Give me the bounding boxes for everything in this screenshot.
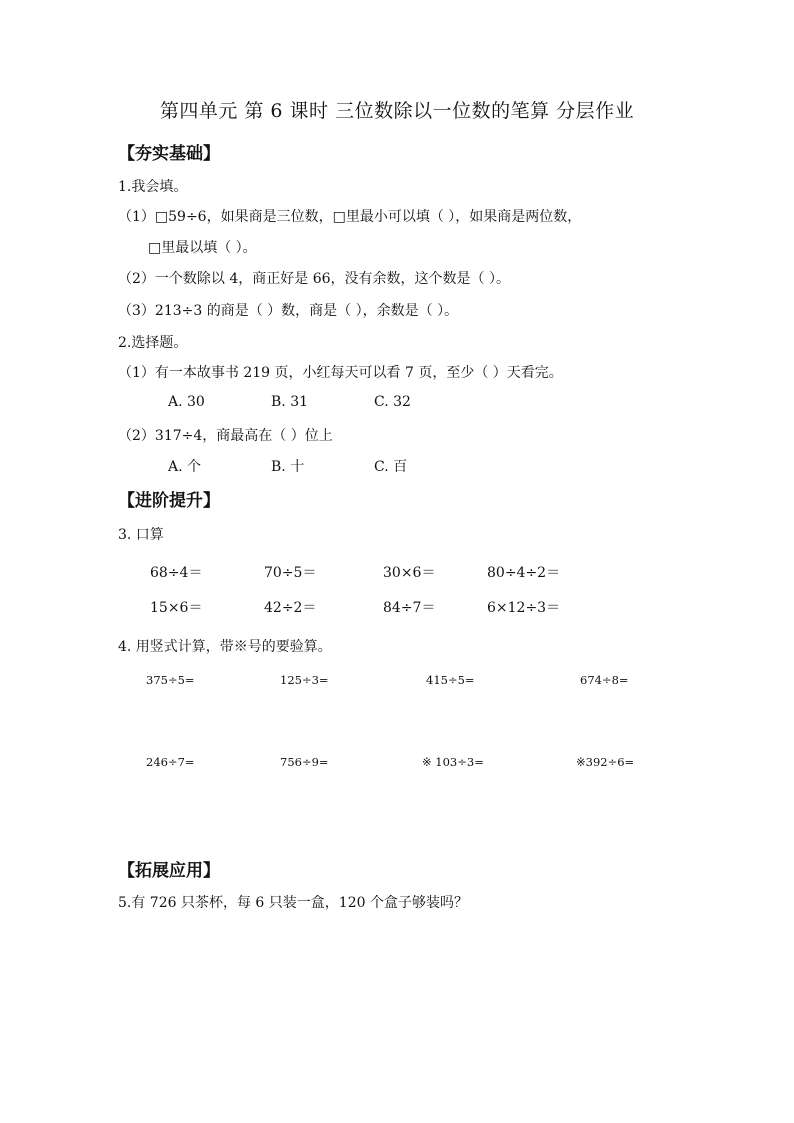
section-basic-heading: 【夯实基础】 [118, 144, 220, 164]
q3-row1-item: 68÷4＝ [150, 565, 203, 581]
q2-item2-option-a: A. 个 [168, 459, 202, 475]
q3-row1-item: 70÷5＝ [264, 565, 317, 581]
q2-item1-option-b: B. 31 [271, 394, 309, 410]
q4-row1-item: 415÷5= [426, 673, 475, 687]
q3-row2-item: 42÷2＝ [264, 600, 317, 616]
q2-item2: （2）317÷4，商最高在（ ）位上 [118, 428, 333, 444]
q4-row2-item: 246÷7= [146, 755, 195, 769]
q4-row1-item: 375÷5= [146, 673, 195, 687]
page-title: 第四单元 第 6 课时 三位数除以一位数的笔算 分层作业 [159, 100, 635, 122]
q4-heading: 4. 用竖式计算，带※号的要验算。 [118, 639, 332, 655]
q1-heading: 1.我会填。 [118, 179, 188, 195]
q3-row1-item: 80÷4÷2＝ [487, 565, 561, 581]
q2-item2-option-b: B. 十 [271, 459, 305, 475]
q5-text: 5.有 726 只茶杯，每 6 只装一盒，120 个盒子够装吗？ [118, 895, 468, 911]
q3-row2-item: 15×6＝ [150, 600, 203, 616]
q4-row2-item: ※392÷6= [576, 755, 635, 769]
q4-row2-item: ※ 103÷3= [422, 755, 484, 769]
q4-row1-item: 125÷3= [280, 673, 329, 687]
section-extension-heading: 【拓展应用】 [118, 861, 220, 881]
q1-item1-line1: （1）□59÷6，如果商是三位数，□里最小可以填（ ），如果商是两位数， [118, 209, 582, 225]
q3-heading: 3. 口算 [118, 527, 164, 543]
q2-heading: 2.选择题。 [118, 335, 188, 351]
q1-item1-line2: □里最以填（ ）。 [148, 240, 257, 256]
q2-item2-option-c: C. 百 [374, 459, 408, 475]
q3-row2-item: 84÷7＝ [383, 600, 436, 616]
q2-item1-option-c: C. 32 [374, 394, 411, 410]
q4-row2-item: 756÷9= [280, 755, 329, 769]
q4-row1-item: 674÷8= [580, 673, 629, 687]
section-advanced-heading: 【进阶提升】 [118, 491, 220, 511]
q2-item1: （1）有一本故事书 219 页，小红每天可以看 7 页，至少（ ）天看完。 [118, 365, 563, 381]
q3-row1-item: 30×6＝ [383, 565, 436, 581]
q2-item1-option-a: A. 30 [168, 394, 205, 410]
q1-item3: （3）213÷3 的商是（ ）数，商是（ ），余数是（ ）。 [118, 303, 459, 319]
q3-row2-item: 6×12÷3＝ [487, 600, 561, 616]
q1-item2: （2）一个数除以 4，商正好是 66，没有余数，这个数是（ ）。 [118, 271, 510, 287]
